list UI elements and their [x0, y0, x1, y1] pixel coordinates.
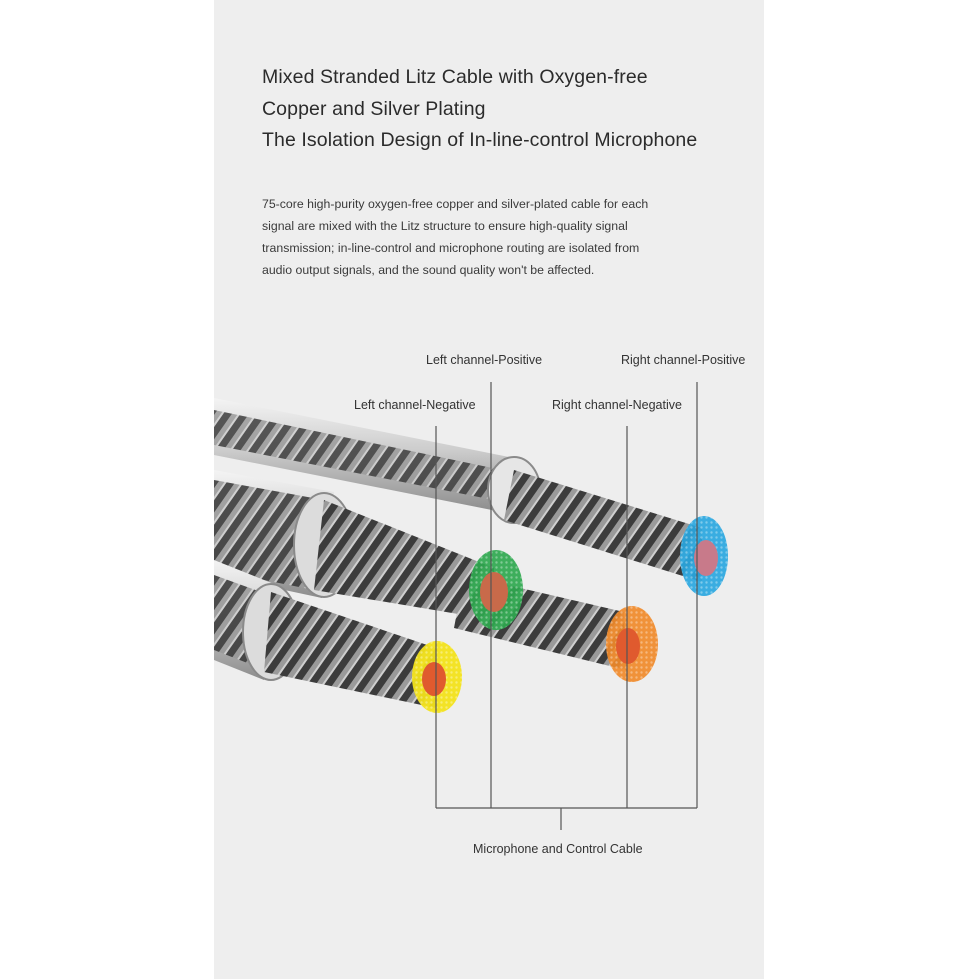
core-yellow — [412, 641, 462, 713]
label-left-negative: Left channel-Negative — [354, 398, 476, 412]
core-green — [469, 550, 523, 630]
label-right-positive: Right channel-Positive — [621, 353, 746, 367]
label-right-negative: Right channel-Negative — [552, 398, 682, 412]
conductor-left-negative — [264, 592, 436, 708]
description-line: transmission; in-line-control and microphone routing are isolated from — [262, 241, 640, 255]
core-blue — [680, 516, 728, 596]
title-line: Copper and Silver Plating — [262, 97, 486, 120]
product-panel — [214, 0, 764, 979]
title-line: The Isolation Design of In-line-control Microphone — [262, 129, 698, 151]
description-line: audio output signals, and the sound quality won't be affected. — [262, 263, 595, 277]
label-mic-control: Microphone and Control Cable — [473, 842, 643, 856]
label-left-positive: Left channel-Positive — [426, 353, 543, 367]
title-line: Mixed Stranded Litz Cable with Oxygen-free — [262, 66, 648, 88]
core-orange — [606, 606, 658, 682]
description-line: signal are mixed with the Litz structure to ensure high-quality signal — [262, 219, 628, 233]
description-line: 75-core high-purity oxygen-free copper and silver-plated cable for each — [262, 197, 649, 211]
conductor-right-positive — [504, 470, 702, 582]
cable-illustration — [214, 0, 764, 979]
